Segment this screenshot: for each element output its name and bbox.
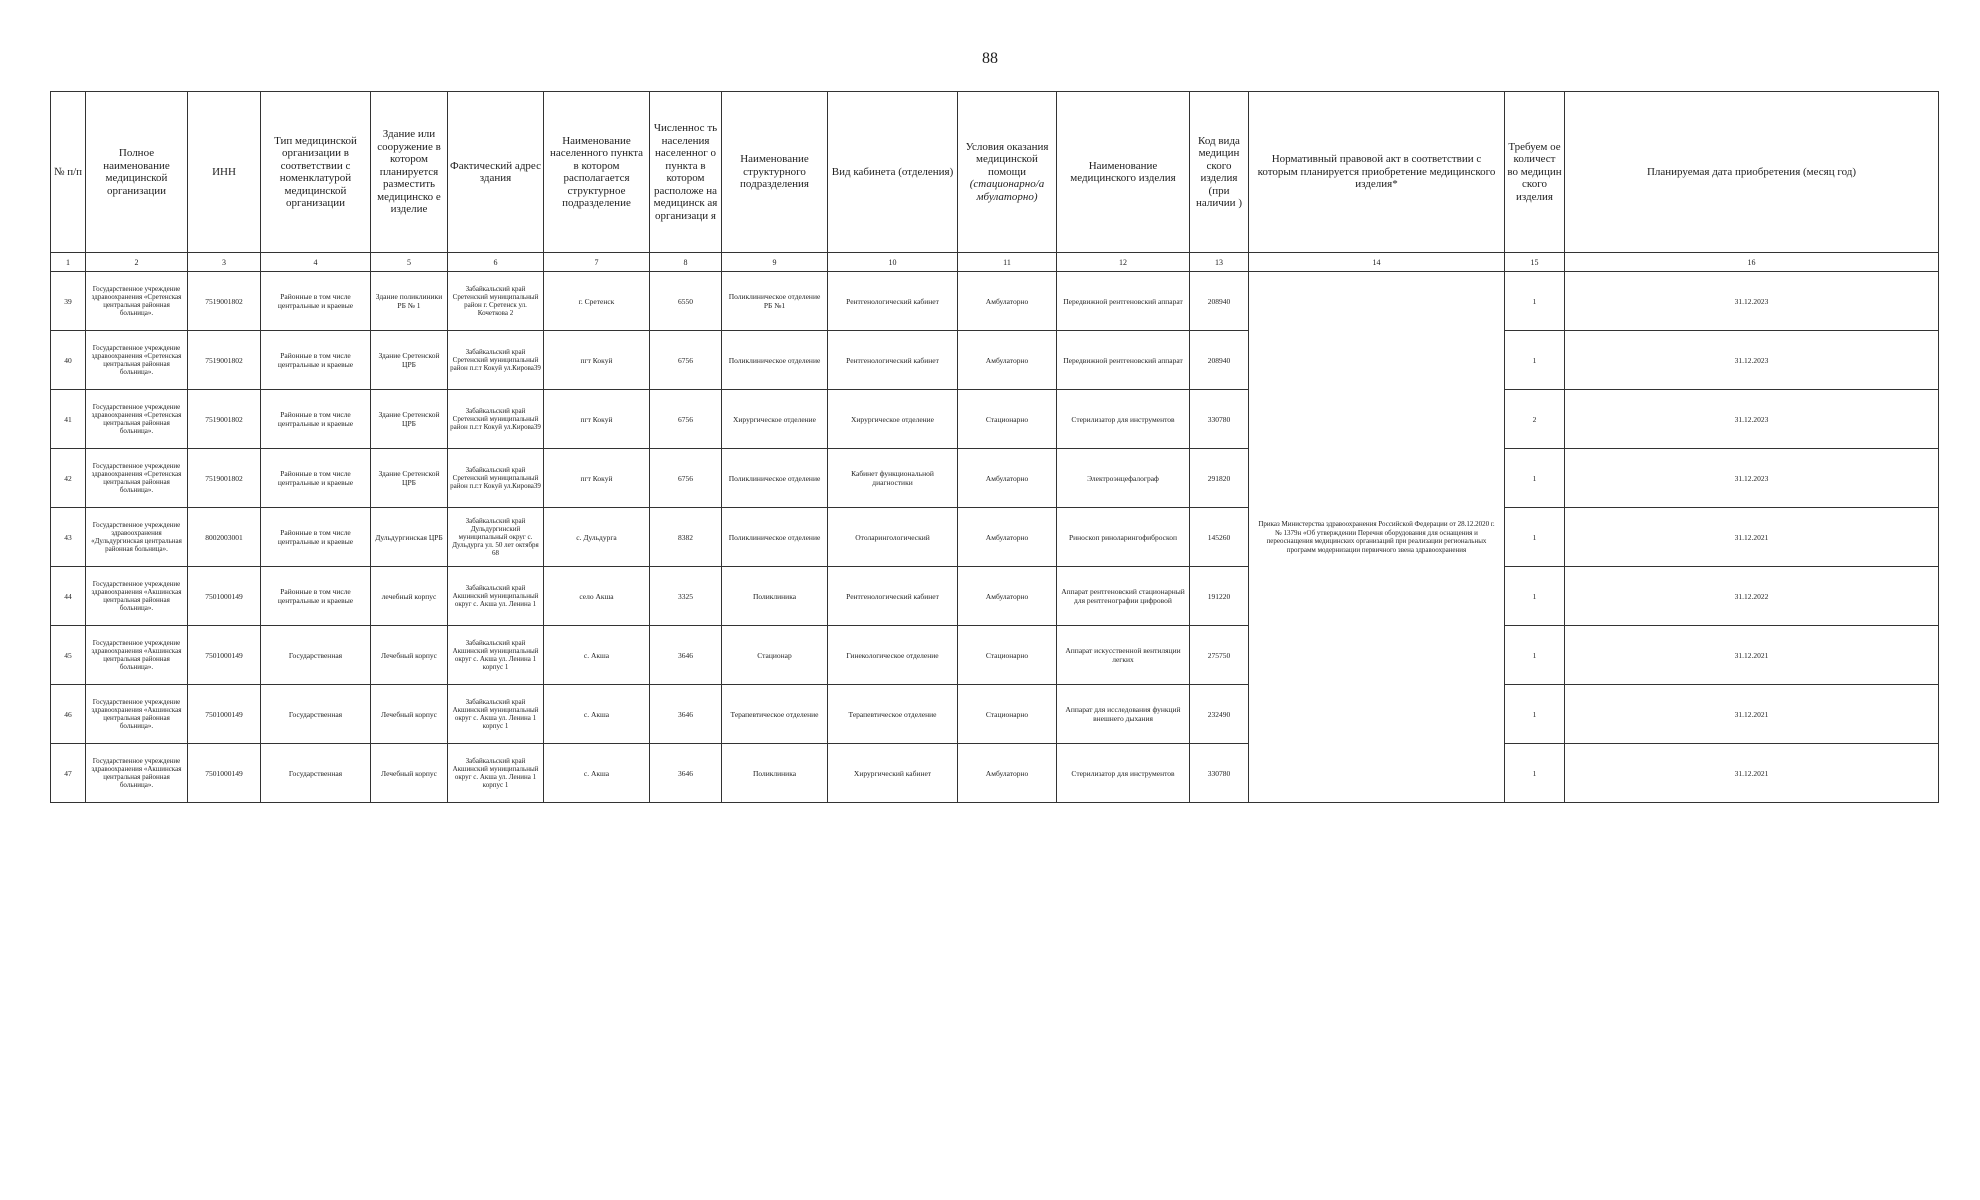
row-number: 39 <box>51 272 86 331</box>
cabinet-type: Отоларингологический <box>828 508 958 567</box>
population: 8382 <box>650 508 722 567</box>
equipment-table <box>50 91 1939 803</box>
locality: с. Акша <box>544 744 650 803</box>
planned-date: 31.12.2021 <box>1565 508 1939 567</box>
inn: 7519001802 <box>188 390 261 449</box>
cabinet-type: Рентгенологический кабинет <box>828 272 958 331</box>
device-name: Аппарат искусственной вентиляции легких <box>1057 626 1190 685</box>
address: Забайкальский край Сретенский муниципальный район п.г.т Кокуй ул.Кирова39 <box>448 390 544 449</box>
quantity: 1 <box>1505 626 1565 685</box>
population: 6756 <box>650 331 722 390</box>
planned-date: 31.12.2023 <box>1565 449 1939 508</box>
organization-type: Государственная <box>261 626 371 685</box>
structural-unit: Поликлиника <box>722 744 828 803</box>
locality: пгт Кокуй <box>544 390 650 449</box>
table-row <box>51 272 1939 331</box>
planned-date: 31.12.2021 <box>1565 685 1939 744</box>
quantity: 1 <box>1505 744 1565 803</box>
planned-date: 31.12.2023 <box>1565 331 1939 390</box>
locality: с. Дульдурга <box>544 508 650 567</box>
population: 6756 <box>650 390 722 449</box>
header-cell: Тип медицинской организации в соответствии с номенклатурой медицинской организации <box>261 92 371 253</box>
header-cell-conditions <box>958 92 1057 253</box>
quantity: 1 <box>1505 567 1565 626</box>
column-number: 12 <box>1057 253 1190 272</box>
header-cell: Фактический адрес здания <box>448 92 544 253</box>
building: Здание Сретенской ЦРБ <box>371 449 448 508</box>
row-number: 43 <box>51 508 86 567</box>
inn: 7501000149 <box>188 744 261 803</box>
building: лечебный корпус <box>371 567 448 626</box>
population: 6756 <box>650 449 722 508</box>
planned-date: 31.12.2023 <box>1565 272 1939 331</box>
quantity: 1 <box>1505 272 1565 331</box>
organization-name: Государственное учреждение здравоохранения «Акшинская центральная районная больница». <box>86 626 188 685</box>
address: Забайкальский край Акшинский муниципальный округ с. Акша ул. Ленина 1 корпус 1 <box>448 626 544 685</box>
structural-unit: Поликлиническое отделение РБ №1 <box>722 272 828 331</box>
cabinet-type: Хирургическое отделение <box>828 390 958 449</box>
header-cell: Полное наименование медицинской организации <box>86 92 188 253</box>
row-number: 44 <box>51 567 86 626</box>
organization-type: Районные в том числе центральные и краевые <box>261 508 371 567</box>
cabinet-type: Кабинет функциональной диагностики <box>828 449 958 508</box>
structural-unit: Поликлиническое отделение <box>722 331 828 390</box>
column-number: 11 <box>958 253 1057 272</box>
column-number: 13 <box>1190 253 1249 272</box>
locality: пгт Кокуй <box>544 449 650 508</box>
building: Лечебный корпус <box>371 744 448 803</box>
row-number: 47 <box>51 744 86 803</box>
header-text: Условия оказания медицинской помощи <box>965 140 1049 178</box>
device-code: 208940 <box>1190 272 1249 331</box>
care-conditions: Стационарно <box>958 626 1057 685</box>
device-name: Передвижной рентгеновский аппарат <box>1057 272 1190 331</box>
organization-type: Районные в том числе центральные и краевые <box>261 331 371 390</box>
header-cell: № п/п <box>51 92 86 253</box>
column-number: 16 <box>1565 253 1939 272</box>
structural-unit: Поликлиническое отделение <box>722 449 828 508</box>
quantity: 2 <box>1505 390 1565 449</box>
quantity: 1 <box>1505 331 1565 390</box>
planned-date: 31.12.2022 <box>1565 567 1939 626</box>
cabinet-type: Гинекологическое отделение <box>828 626 958 685</box>
device-code: 330780 <box>1190 744 1249 803</box>
organization-type: Государственная <box>261 685 371 744</box>
building: Здание поликлиники РБ № 1 <box>371 272 448 331</box>
table-row <box>51 449 1939 508</box>
cabinet-type: Рентгенологический кабинет <box>828 567 958 626</box>
table-row <box>51 685 1939 744</box>
building: Здание Сретенской ЦРБ <box>371 390 448 449</box>
organization-type: Районные в том числе центральные и краевые <box>261 567 371 626</box>
address: Забайкальский край Акшинский муниципальный округ с. Акша ул. Ленина 1 корпус 1 <box>448 744 544 803</box>
header-cell: ИНН <box>188 92 261 253</box>
header-cell: Планируемая дата приобретения (месяц год) <box>1565 92 1939 253</box>
legal-act: Приказ Министерства здравоохранения Российской Федерации от 28.12.2020 г. № 1379н «Об утверждении Перечня оборудования для оснащения и переоснащения медицинских организаций при реализации региональных программ модернизации первичного звена здравоохранения <box>1249 272 1505 803</box>
planned-date: 31.12.2023 <box>1565 390 1939 449</box>
inn: 7501000149 <box>188 685 261 744</box>
inn: 8002003001 <box>188 508 261 567</box>
table-row <box>51 744 1939 803</box>
column-number: 3 <box>188 253 261 272</box>
header-italic-note: (стационарно/а мбулаторно) <box>969 178 1045 203</box>
building: Лечебный корпус <box>371 626 448 685</box>
structural-unit: Поликлиника <box>722 567 828 626</box>
care-conditions: Стационарно <box>958 685 1057 744</box>
header-cell: Наименование медицинского изделия <box>1057 92 1190 253</box>
address: Забайкальский край Сретенский муниципальный район г. Сретенск ул. Кочеткова 2 <box>448 272 544 331</box>
device-name: Аппарат для исследования функций внешнего дыхания <box>1057 685 1190 744</box>
column-number: 7 <box>544 253 650 272</box>
header-cell: Нормативный правовой акт в соответствии с которым планируется приобретение медицинского изделия* <box>1249 92 1505 253</box>
population: 6550 <box>650 272 722 331</box>
planned-date: 31.12.2021 <box>1565 744 1939 803</box>
column-number: 14 <box>1249 253 1505 272</box>
device-code: 191220 <box>1190 567 1249 626</box>
cabinet-type: Терапевтическое отделение <box>828 685 958 744</box>
locality: село Акша <box>544 567 650 626</box>
organization-type: Государственная <box>261 744 371 803</box>
device-name: Передвижной рентгеновский аппарат <box>1057 331 1190 390</box>
care-conditions: Амбулаторно <box>958 744 1057 803</box>
cabinet-type: Хирургический кабинет <box>828 744 958 803</box>
population: 3325 <box>650 567 722 626</box>
device-name: Аппарат рентгеновский стационарный для рентгенографии цифровой <box>1057 567 1190 626</box>
row-number: 45 <box>51 626 86 685</box>
structural-unit: Поликлиническое отделение <box>722 508 828 567</box>
inn: 7519001802 <box>188 331 261 390</box>
column-number: 1 <box>51 253 86 272</box>
address: Забайкальский край Сретенский муниципальный район п.г.т Кокуй ул.Кирова39 <box>448 449 544 508</box>
header-cell: Численнос ть населения населенног о пункта в котором расположе на медицинск ая организаци я <box>650 92 722 253</box>
quantity: 1 <box>1505 508 1565 567</box>
organization-name: Государственное учреждение здравоохранения «Сретенская центральная районная больница». <box>86 331 188 390</box>
organization-type: Районные в том числе центральные и краевые <box>261 390 371 449</box>
column-number: 15 <box>1505 253 1565 272</box>
care-conditions: Амбулаторно <box>958 449 1057 508</box>
column-number: 6 <box>448 253 544 272</box>
row-number: 40 <box>51 331 86 390</box>
structural-unit: Стационар <box>722 626 828 685</box>
care-conditions: Стационарно <box>958 390 1057 449</box>
column-number: 10 <box>828 253 958 272</box>
organization-type: Районные в том числе центральные и краевые <box>261 272 371 331</box>
inn: 7519001802 <box>188 272 261 331</box>
quantity: 1 <box>1505 449 1565 508</box>
organization-type: Районные в том числе центральные и краевые <box>261 449 371 508</box>
locality: с. Акша <box>544 626 650 685</box>
device-code: 145260 <box>1190 508 1249 567</box>
device-code: 291820 <box>1190 449 1249 508</box>
address: Забайкальский край Дульдургинский муниципальный округ с. Дульдурга ул. 50 лет октября 68 <box>448 508 544 567</box>
header-cell: Вид кабинета (отделения) <box>828 92 958 253</box>
organization-name: Государственное учреждение здравоохранения «Сретенская центральная районная больница». <box>86 390 188 449</box>
device-name: Стерилизатор для инструментов <box>1057 390 1190 449</box>
structural-unit: Терапевтическое отделение <box>722 685 828 744</box>
building: Лечебный корпус <box>371 685 448 744</box>
row-number: 41 <box>51 390 86 449</box>
population: 3646 <box>650 685 722 744</box>
device-code: 330780 <box>1190 390 1249 449</box>
building: Дульдургинская ЦРБ <box>371 508 448 567</box>
device-name: Риноскоп риноларингофиброскоп <box>1057 508 1190 567</box>
care-conditions: Амбулаторно <box>958 567 1057 626</box>
inn: 7501000149 <box>188 626 261 685</box>
planned-date: 31.12.2021 <box>1565 626 1939 685</box>
table-row <box>51 390 1939 449</box>
table-row <box>51 508 1939 567</box>
organization-name: Государственное учреждение здравоохранения «Акшинская центральная районная больница». <box>86 685 188 744</box>
cabinet-type: Рентгенологический кабинет <box>828 331 958 390</box>
building: Здание Сретенской ЦРБ <box>371 331 448 390</box>
table-row <box>51 567 1939 626</box>
column-number: 9 <box>722 253 828 272</box>
care-conditions: Амбулаторно <box>958 508 1057 567</box>
structural-unit: Хирургическое отделение <box>722 390 828 449</box>
column-number: 4 <box>261 253 371 272</box>
organization-name: Государственное учреждение здравоохранения «Сретенская центральная районная больница». <box>86 449 188 508</box>
organization-name: Государственное учреждение здравоохранения «Акшинская центральная районная больница». <box>86 567 188 626</box>
table-row <box>51 331 1939 390</box>
address: Забайкальский край Сретенский муниципальный район п.г.т Кокуй ул.Кирова39 <box>448 331 544 390</box>
locality: пгт Кокуй <box>544 331 650 390</box>
page-number: 88 <box>982 50 998 67</box>
header-cell: Наименование населенного пункта в котором располагается структурное подразделение <box>544 92 650 253</box>
table-body <box>51 272 1939 803</box>
inn: 7519001802 <box>188 449 261 508</box>
locality: с. Акша <box>544 685 650 744</box>
care-conditions: Амбулаторно <box>958 331 1057 390</box>
address: Забайкальский край Акшинский муниципальный округ с. Акша ул. Ленина 1 <box>448 567 544 626</box>
organization-name: Государственное учреждение здравоохранения «Сретенская центральная районная больница». <box>86 272 188 331</box>
device-code: 208940 <box>1190 331 1249 390</box>
locality: г. Сретенск <box>544 272 650 331</box>
organization-name: Государственное учреждение здравоохранения «Дульдургинская центральная районная больница». <box>86 508 188 567</box>
population: 3646 <box>650 626 722 685</box>
header-cell: Здание или сооружение в котором планируется разместить медицинско е изделие <box>371 92 448 253</box>
table-row <box>51 626 1939 685</box>
device-name: Стерилизатор для инструментов <box>1057 744 1190 803</box>
address: Забайкальский край Акшинский муниципальный округ с. Акша ул. Ленина 1 корпус 1 <box>448 685 544 744</box>
quantity: 1 <box>1505 685 1565 744</box>
care-conditions: Амбулаторно <box>958 272 1057 331</box>
column-number: 2 <box>86 253 188 272</box>
inn: 7501000149 <box>188 567 261 626</box>
device-code: 275750 <box>1190 626 1249 685</box>
header-row <box>51 92 1939 253</box>
device-code: 232490 <box>1190 685 1249 744</box>
device-name: Электроэнцефалограф <box>1057 449 1190 508</box>
header-cell: Требуем ое количест во медицин ского изделия <box>1505 92 1565 253</box>
row-number: 46 <box>51 685 86 744</box>
row-number: 42 <box>51 449 86 508</box>
header-cell: Код вида медицин ского изделия (при наличии ) <box>1190 92 1249 253</box>
organization-name: Государственное учреждение здравоохранения «Акшинская центральная районная больница». <box>86 744 188 803</box>
column-number: 5 <box>371 253 448 272</box>
column-number: 8 <box>650 253 722 272</box>
population: 3646 <box>650 744 722 803</box>
column-number-row <box>51 253 1939 272</box>
header-cell: Наименование структурного подразделения <box>722 92 828 253</box>
